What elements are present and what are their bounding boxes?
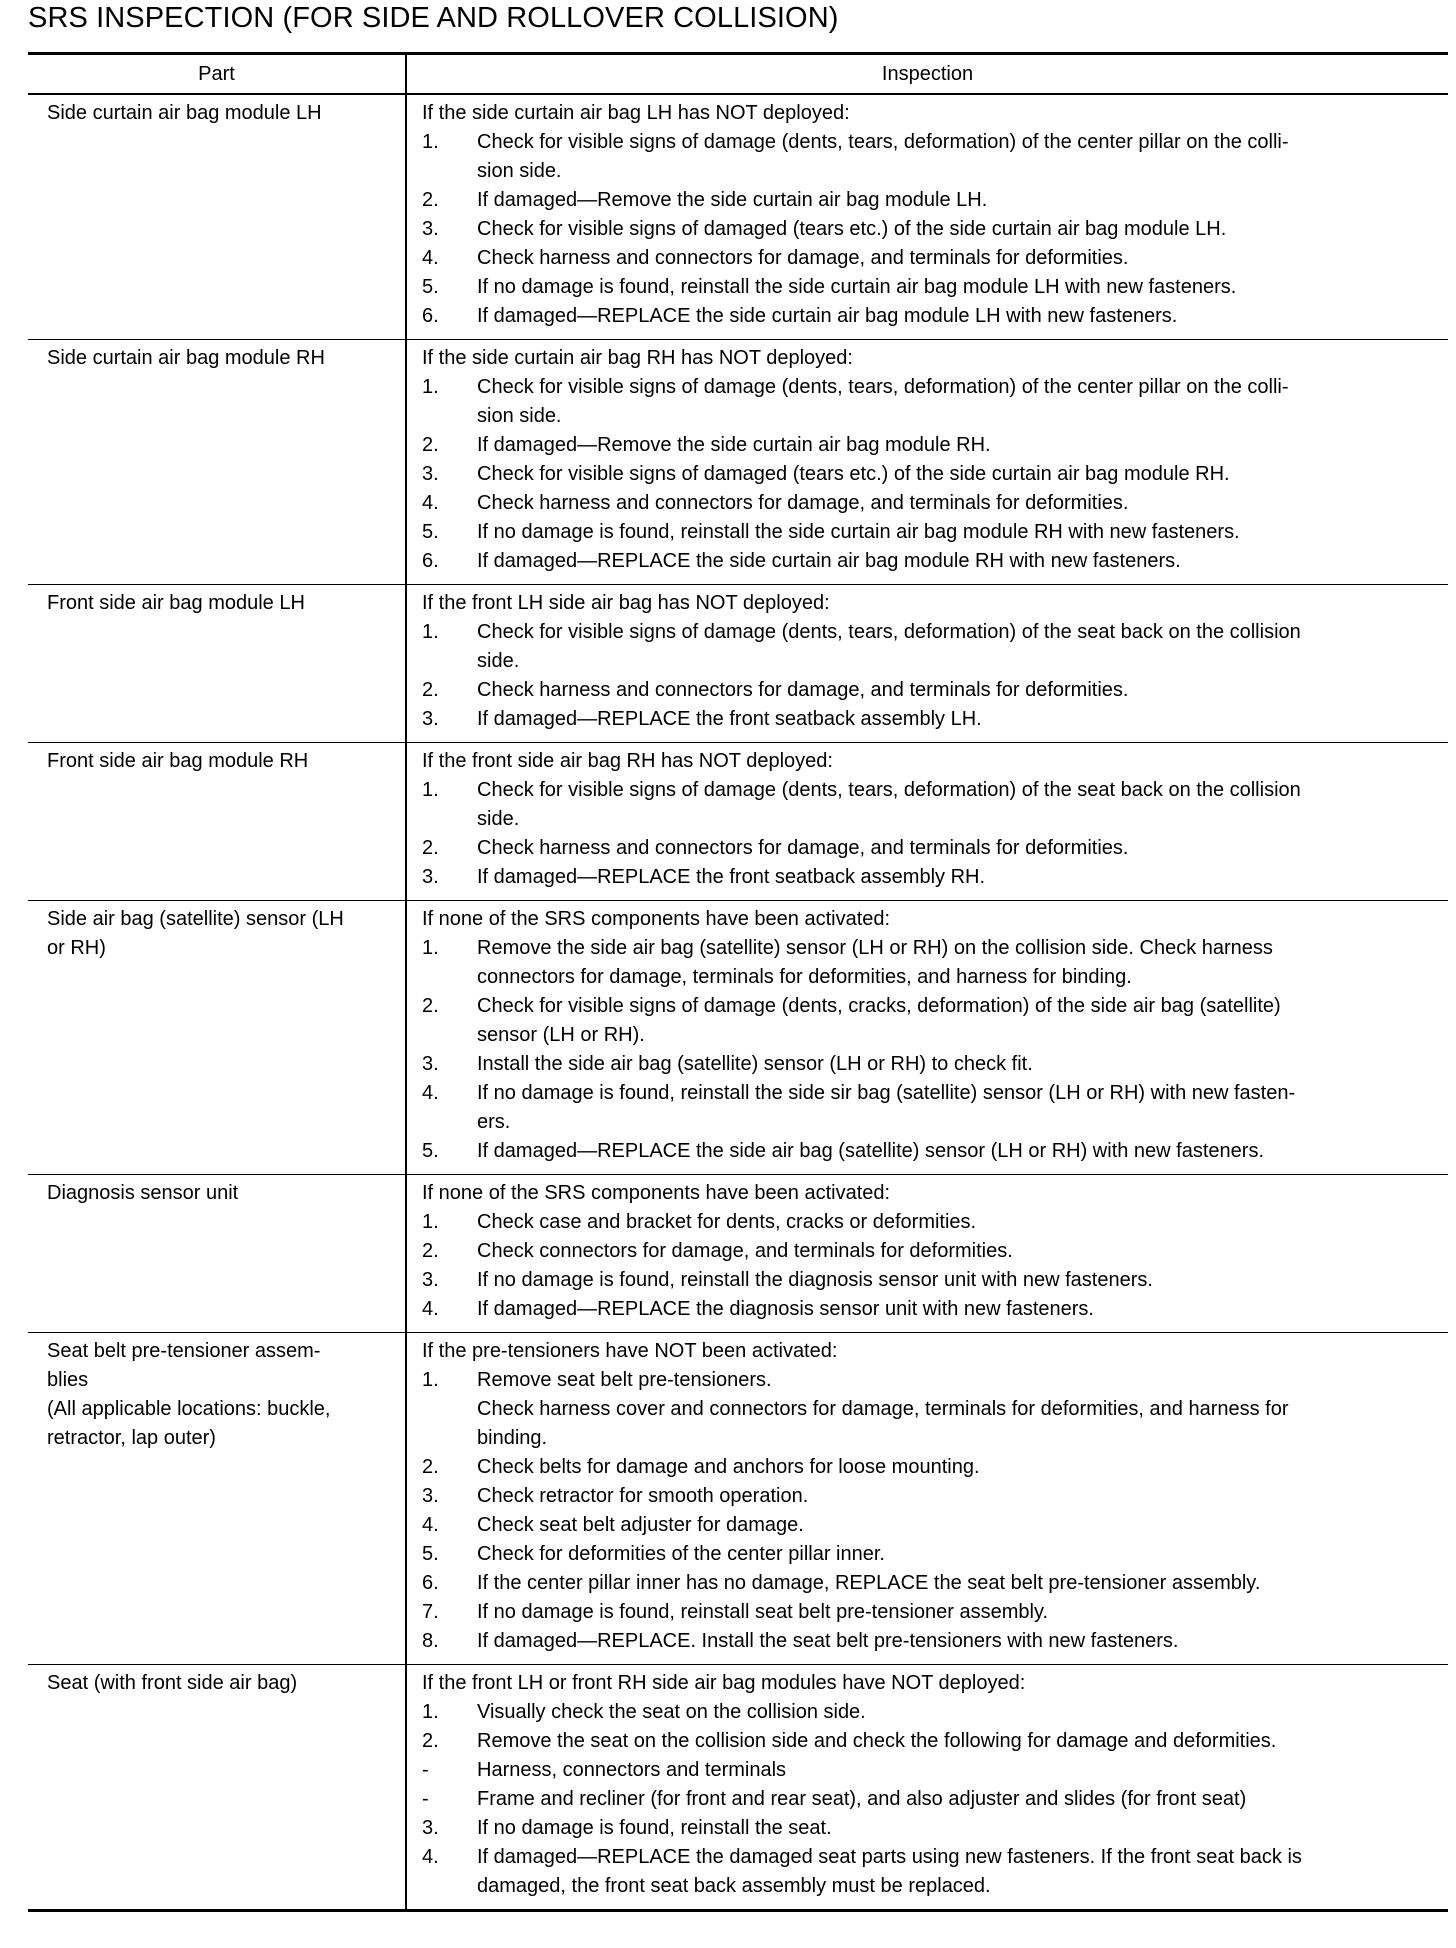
- inspection-step: [422, 518, 1440, 547]
- inspection-step: [422, 934, 1440, 963]
- step-text: If damaged—REPLACE the side curtain air bag module LH with new fasteners.: [477, 305, 1178, 327]
- step-number: 3.: [422, 1817, 439, 1839]
- header-part: Part: [28, 54, 406, 95]
- header-inspection: Inspection: [406, 54, 1448, 95]
- part-line: Front side air bag module LH: [47, 592, 305, 614]
- step-number: -: [422, 1759, 429, 1781]
- inspection-step: [422, 834, 1440, 863]
- part-cell: [28, 340, 406, 585]
- inspection-step: [422, 302, 1440, 331]
- step-text: Check seat belt adjuster for damage.: [477, 1514, 804, 1536]
- step-number: 3.: [422, 1269, 439, 1291]
- srs-inspection-table: [28, 52, 1448, 1912]
- inspection-condition: If the pre-tensioners have NOT been activated:: [422, 1340, 838, 1362]
- inspection-step: [422, 776, 1440, 805]
- step-text-continued: damaged, the front seat back assembly must be replaced.: [477, 1875, 991, 1897]
- step-number: 3.: [422, 463, 439, 485]
- inspection-cell: [406, 94, 1448, 340]
- part-line: Side air bag (satellite) sensor (LH: [47, 908, 344, 930]
- inspection-step: [422, 489, 1440, 518]
- step-number: 4.: [422, 247, 439, 269]
- step-number: 3.: [422, 866, 439, 888]
- inspection-step: [422, 676, 1440, 705]
- inspection-step: [422, 1598, 1440, 1627]
- inspection-condition: If the side curtain air bag LH has NOT deployed:: [422, 102, 850, 124]
- step-text: If damaged—REPLACE the front seatback assembly LH.: [477, 708, 982, 730]
- table-body: [28, 94, 1448, 1911]
- table-row: [28, 1175, 1448, 1333]
- step-text: Check connectors for damage, and terminals for deformities.: [477, 1240, 1013, 1262]
- table-row: [28, 585, 1448, 743]
- step-number: 4.: [422, 1298, 439, 1320]
- inspection-step: [422, 1137, 1440, 1166]
- step-text: If damaged—REPLACE the side curtain air bag module RH with new fasteners.: [477, 550, 1181, 572]
- step-text: If damaged—REPLACE the damaged seat parts using new fasteners. If the front seat back is: [477, 1846, 1302, 1868]
- inspection-step: [422, 1079, 1440, 1108]
- step-number: 2.: [422, 1456, 439, 1478]
- inspection-step: [422, 215, 1440, 244]
- step-text-continued: side.: [477, 650, 520, 672]
- inspection-step: [422, 1569, 1440, 1598]
- step-number: 4.: [422, 492, 439, 514]
- step-text-continued: sensor (LH or RH).: [477, 1024, 645, 1046]
- step-text: Install the side air bag (satellite) sensor (LH or RH) to check fit.: [477, 1053, 1033, 1075]
- step-number: 1.: [422, 1211, 439, 1233]
- inspection-step: [422, 1453, 1440, 1482]
- step-text: Check harness and connectors for damage, and terminals for deformities.: [477, 247, 1129, 269]
- step-text: Check harness and connectors for damage, and terminals for deformities.: [477, 492, 1129, 514]
- inspection-condition: If the front LH side air bag has NOT deployed:: [422, 592, 830, 614]
- step-number: 7.: [422, 1601, 439, 1623]
- inspection-step: [422, 273, 1440, 302]
- inspection-condition: If the side curtain air bag RH has NOT deployed:: [422, 347, 853, 369]
- inspection-condition: If none of the SRS components have been activated:: [422, 1182, 891, 1204]
- document-title: SRS INSPECTION (FOR SIDE AND ROLLOVER COLLISION): [28, 2, 839, 34]
- step-text: If damaged—REPLACE the diagnosis sensor unit with new fasteners.: [477, 1298, 1094, 1320]
- inspection-cell: [406, 1333, 1448, 1665]
- step-number: 5.: [422, 521, 439, 543]
- step-number: 4.: [422, 1082, 439, 1104]
- inspection-step: [422, 1814, 1440, 1843]
- inspection-step: [422, 863, 1440, 892]
- step-text: Check for visible signs of damage (dents, cracks, deformation) of the side air bag (satellite): [477, 995, 1281, 1017]
- step-number: 6.: [422, 1572, 439, 1594]
- inspection-step: [422, 1698, 1440, 1727]
- step-number: 2.: [422, 189, 439, 211]
- part-cell: [28, 743, 406, 901]
- step-number: 2.: [422, 1240, 439, 1262]
- part-line: or RH): [47, 937, 106, 959]
- part-line: Side curtain air bag module LH: [47, 102, 322, 124]
- step-text: If no damage is found, reinstall the side curtain air bag module LH with new fasteners.: [477, 276, 1237, 298]
- inspection-step: [422, 186, 1440, 215]
- step-text: Check harness and connectors for damage, and terminals for deformities.: [477, 679, 1129, 701]
- inspection-step: [422, 1295, 1440, 1324]
- step-text: If damaged—REPLACE the side air bag (satellite) sensor (LH or RH) with new fasteners.: [477, 1140, 1265, 1162]
- inspection-step: [422, 128, 1440, 157]
- step-text: If no damage is found, reinstall the side curtain air bag module RH with new fasteners.: [477, 521, 1240, 543]
- step-text-continued: side.: [477, 808, 520, 830]
- step-number: 2.: [422, 679, 439, 701]
- step-text-continued: Check harness cover and connectors for damage, terminals for deformities, and harness for: [477, 1398, 1289, 1420]
- step-text: Remove seat belt pre-tensioners.: [477, 1369, 772, 1391]
- step-number: 3.: [422, 1485, 439, 1507]
- inspection-step: [422, 1540, 1440, 1569]
- step-text: Check for visible signs of damaged (tears etc.) of the side curtain air bag module LH.: [477, 218, 1227, 240]
- inspection-step: [422, 373, 1440, 402]
- part-line: retractor, lap outer): [47, 1427, 216, 1449]
- inspection-step: [422, 1237, 1440, 1266]
- step-number: 5.: [422, 1543, 439, 1565]
- table-header-row: [28, 54, 1448, 95]
- step-number: 1.: [422, 376, 439, 398]
- step-number: 5.: [422, 276, 439, 298]
- step-text: Check for deformities of the center pillar inner.: [477, 1543, 885, 1565]
- table-row: [28, 1665, 1448, 1911]
- step-number: 1.: [422, 779, 439, 801]
- step-number: 2.: [422, 995, 439, 1017]
- step-text-continued: ers.: [477, 1111, 511, 1133]
- step-number: 5.: [422, 1140, 439, 1162]
- step-text-continued: binding.: [477, 1427, 548, 1449]
- step-text: Frame and recliner (for front and rear seat), and also adjuster and slides (for front seat): [477, 1788, 1247, 1810]
- step-text: Remove the seat on the collision side and check the following for damage and deformities.: [477, 1730, 1277, 1752]
- step-text: If damaged—Remove the side curtain air bag module LH.: [477, 189, 988, 211]
- step-text-continued: connectors for damage, terminals for deformities, and harness for binding.: [477, 966, 1132, 988]
- inspection-cell: [406, 743, 1448, 901]
- inspection-step: [422, 1482, 1440, 1511]
- inspection-step: [422, 1785, 1440, 1814]
- part-line: Side curtain air bag module RH: [47, 347, 325, 369]
- step-text: If the center pillar inner has no damage, REPLACE the seat belt pre-tensioner assembly.: [477, 1572, 1261, 1594]
- step-number: 1.: [422, 1369, 439, 1391]
- inspection-step: [422, 1050, 1440, 1079]
- table-row: [28, 340, 1448, 585]
- step-number: 3.: [422, 708, 439, 730]
- step-text-continued: sion side.: [477, 160, 562, 182]
- inspection-step: [422, 1627, 1440, 1656]
- step-text: If no damage is found, reinstall the side sir bag (satellite) sensor (LH or RH) with new fasten-: [477, 1082, 1296, 1104]
- step-text: Check for visible signs of damage (dents, tears, deformation) of the center pillar on the colli-: [477, 131, 1289, 153]
- step-number: 2.: [422, 1730, 439, 1752]
- part-cell: [28, 1333, 406, 1665]
- part-cell: [28, 585, 406, 743]
- step-number: 1.: [422, 937, 439, 959]
- step-text: If no damage is found, reinstall seat belt pre-tensioner assembly.: [477, 1601, 1049, 1623]
- step-text: If damaged—REPLACE the front seatback assembly RH.: [477, 866, 986, 888]
- inspection-step: [422, 1843, 1440, 1872]
- inspection-step: [422, 431, 1440, 460]
- part-line: Diagnosis sensor unit: [47, 1182, 239, 1204]
- part-line: Seat (with front side air bag): [47, 1672, 298, 1694]
- inspection-step: [422, 618, 1440, 647]
- part-cell: [28, 901, 406, 1175]
- step-number: 1.: [422, 131, 439, 153]
- step-text: Check for visible signs of damaged (tears etc.) of the side curtain air bag module RH.: [477, 463, 1230, 485]
- step-number: -: [422, 1788, 429, 1810]
- inspection-condition: If the front side air bag RH has NOT deployed:: [422, 750, 833, 772]
- inspection-step: [422, 1756, 1440, 1785]
- part-line: Front side air bag module RH: [47, 750, 309, 772]
- step-number: 2.: [422, 837, 439, 859]
- inspection-step: [422, 1727, 1440, 1756]
- step-number: 6.: [422, 550, 439, 572]
- step-text: Visually check the seat on the collision side.: [477, 1701, 866, 1723]
- part-line: blies: [47, 1369, 89, 1391]
- table-row: [28, 94, 1448, 340]
- step-text: If damaged—Remove the side curtain air bag module RH.: [477, 434, 991, 456]
- part-line: Seat belt pre-tensioner assem-: [47, 1340, 321, 1362]
- inspection-condition: If none of the SRS components have been activated:: [422, 908, 891, 930]
- step-text: Check retractor for smooth operation.: [477, 1485, 809, 1507]
- part-cell: [28, 94, 406, 340]
- inspection-cell: [406, 1175, 1448, 1333]
- table-row: [28, 1333, 1448, 1665]
- step-text: Check harness and connectors for damage, and terminals for deformities.: [477, 837, 1129, 859]
- step-number: 6.: [422, 305, 439, 327]
- step-text: Check belts for damage and anchors for loose mounting.: [477, 1456, 980, 1478]
- part-line: (All applicable locations: buckle,: [47, 1398, 331, 1420]
- inspection-step: [422, 244, 1440, 273]
- part-cell: [28, 1665, 406, 1911]
- step-text: Harness, connectors and terminals: [477, 1759, 787, 1781]
- inspection-cell: [406, 340, 1448, 585]
- inspection-condition: If the front LH or front RH side air bag modules have NOT deployed:: [422, 1672, 1026, 1694]
- inspection-step: [422, 547, 1440, 576]
- inspection-step: [422, 705, 1440, 734]
- step-text: If no damage is found, reinstall the seat.: [477, 1817, 832, 1839]
- part-cell: [28, 1175, 406, 1333]
- step-text: Remove the side air bag (satellite) sensor (LH or RH) on the collision side. Check harness: [477, 937, 1273, 959]
- step-number: 3.: [422, 218, 439, 240]
- step-number: 4.: [422, 1846, 439, 1868]
- step-text-continued: sion side.: [477, 405, 562, 427]
- inspection-step: [422, 992, 1440, 1021]
- inspection-step: [422, 1511, 1440, 1540]
- step-text: Check for visible signs of damage (dents, tears, deformation) of the seat back on the collision: [477, 621, 1301, 643]
- inspection-cell: [406, 1665, 1448, 1911]
- step-number: 1.: [422, 1701, 439, 1723]
- inspection-step: [422, 460, 1440, 489]
- step-number: 2.: [422, 434, 439, 456]
- step-text: Check for visible signs of damage (dents, tears, deformation) of the center pillar on the colli-: [477, 376, 1289, 398]
- step-number: 8.: [422, 1630, 439, 1652]
- step-number: 3.: [422, 1053, 439, 1075]
- step-text: If no damage is found, reinstall the diagnosis sensor unit with new fasteners.: [477, 1269, 1153, 1291]
- step-text: If damaged—REPLACE. Install the seat belt pre-tensioners with new fasteners.: [477, 1630, 1179, 1652]
- inspection-cell: [406, 901, 1448, 1175]
- table-row: [28, 743, 1448, 901]
- inspection-cell: [406, 585, 1448, 743]
- step-text: Check case and bracket for dents, cracks or deformities.: [477, 1211, 977, 1233]
- step-text: Check for visible signs of damage (dents, tears, deformation) of the seat back on the collision: [477, 779, 1301, 801]
- inspection-step: [422, 1366, 1440, 1395]
- inspection-step: [422, 1266, 1440, 1295]
- step-number: 1.: [422, 621, 439, 643]
- inspection-step: [422, 1208, 1440, 1237]
- table-row: [28, 901, 1448, 1175]
- step-number: 4.: [422, 1514, 439, 1536]
